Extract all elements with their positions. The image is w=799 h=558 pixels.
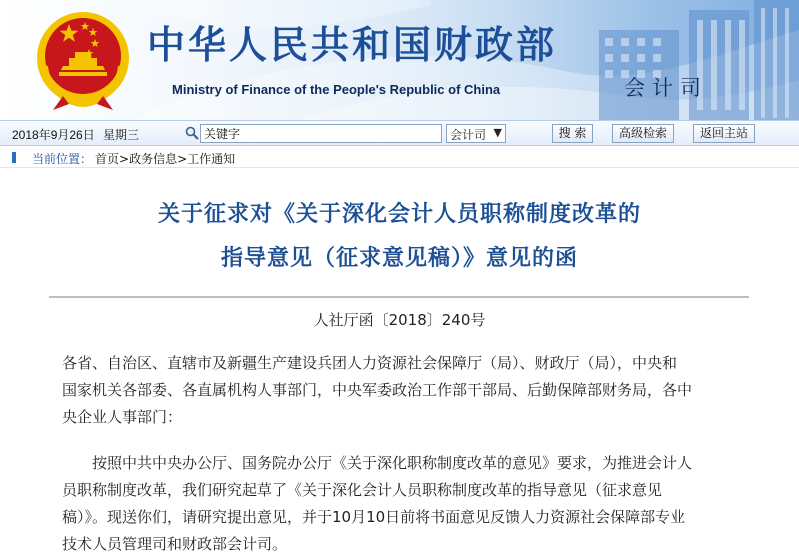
- search-input[interactable]: [200, 124, 442, 143]
- breadcrumb-marker-icon: [12, 152, 16, 163]
- search-toolbar: [0, 120, 799, 146]
- national-emblem-icon: [33, 8, 133, 112]
- breadcrumb-item-government-info[interactable]: 政务信息: [129, 152, 178, 166]
- paragraph-line: 央企业人事部门：: [62, 408, 183, 426]
- breadcrumb-label: 当前位置：: [32, 152, 93, 166]
- paragraph-line: 国家机关各部委、各直属机构人事部门，中央军委政治工作部干部局、后勤保障部财务局，各中: [62, 381, 693, 399]
- breadcrumb-links: [95, 150, 235, 167]
- article-title-line-1: 关于征求对《关于深化会计人员职称制度改革的: [157, 202, 641, 227]
- breadcrumb-separator: >: [119, 152, 130, 166]
- article-title-line-2: 指导意见（征求意见稿）》意见的函: [220, 246, 578, 271]
- department-name: 会计司: [624, 76, 708, 100]
- breadcrumb-item-work-notice[interactable]: 工作通知: [187, 152, 236, 166]
- building-silhouette-icon: [539, 0, 799, 120]
- current-date: 2018年9月26日: [12, 128, 95, 142]
- paragraph-line: 按照中共中央办公厅、国务院办公厅《关于深化职称制度改革的意见》要求，为推进会计人: [92, 454, 693, 472]
- search-button[interactable]: 搜 索: [552, 124, 593, 143]
- title-divider: [49, 296, 749, 298]
- breadcrumb-separator: >: [177, 152, 188, 166]
- site-title-english: Ministry of Finance of the People's Republic of China: [172, 82, 501, 97]
- return-home-button[interactable]: 返回主站: [693, 124, 755, 143]
- paragraph-line: 技术人员管理司和财政部会计司。: [62, 535, 288, 553]
- paragraph-line: 各省、自治区、直辖市及新疆生产建设兵团人力资源社会保障厅（局）、财政厅（局），中央和: [62, 354, 678, 372]
- paragraph-line: 稿）》。现送你们，请研究提出意见，并于10月10日前将书面意见反馈人力资源社会保障部专业: [62, 508, 686, 526]
- document-number: 人社厅函〔2018〕240号: [313, 311, 486, 329]
- search-scope-select[interactable]: [446, 124, 506, 143]
- advanced-search-button[interactable]: 高级检索: [612, 124, 674, 143]
- search-scope-value: 会计司: [450, 128, 487, 142]
- dropdown-arrow-icon: ▼: [493, 126, 502, 139]
- site-header-banner: [0, 0, 799, 120]
- site-title-chinese: 中华人民共和国财政部: [147, 23, 558, 67]
- article-body-paragraph: [62, 450, 742, 558]
- paragraph-line: 员职称制度改革，我们研究起草了《关于深化会计人员职称制度改革的指导意见（征求意见: [62, 481, 663, 499]
- article-addressee-paragraph: [62, 350, 742, 431]
- current-weekday: 星期三: [103, 128, 140, 142]
- breadcrumb-item-home[interactable]: 首页: [95, 152, 120, 166]
- breadcrumb: [0, 147, 799, 168]
- search-icon: [185, 126, 199, 140]
